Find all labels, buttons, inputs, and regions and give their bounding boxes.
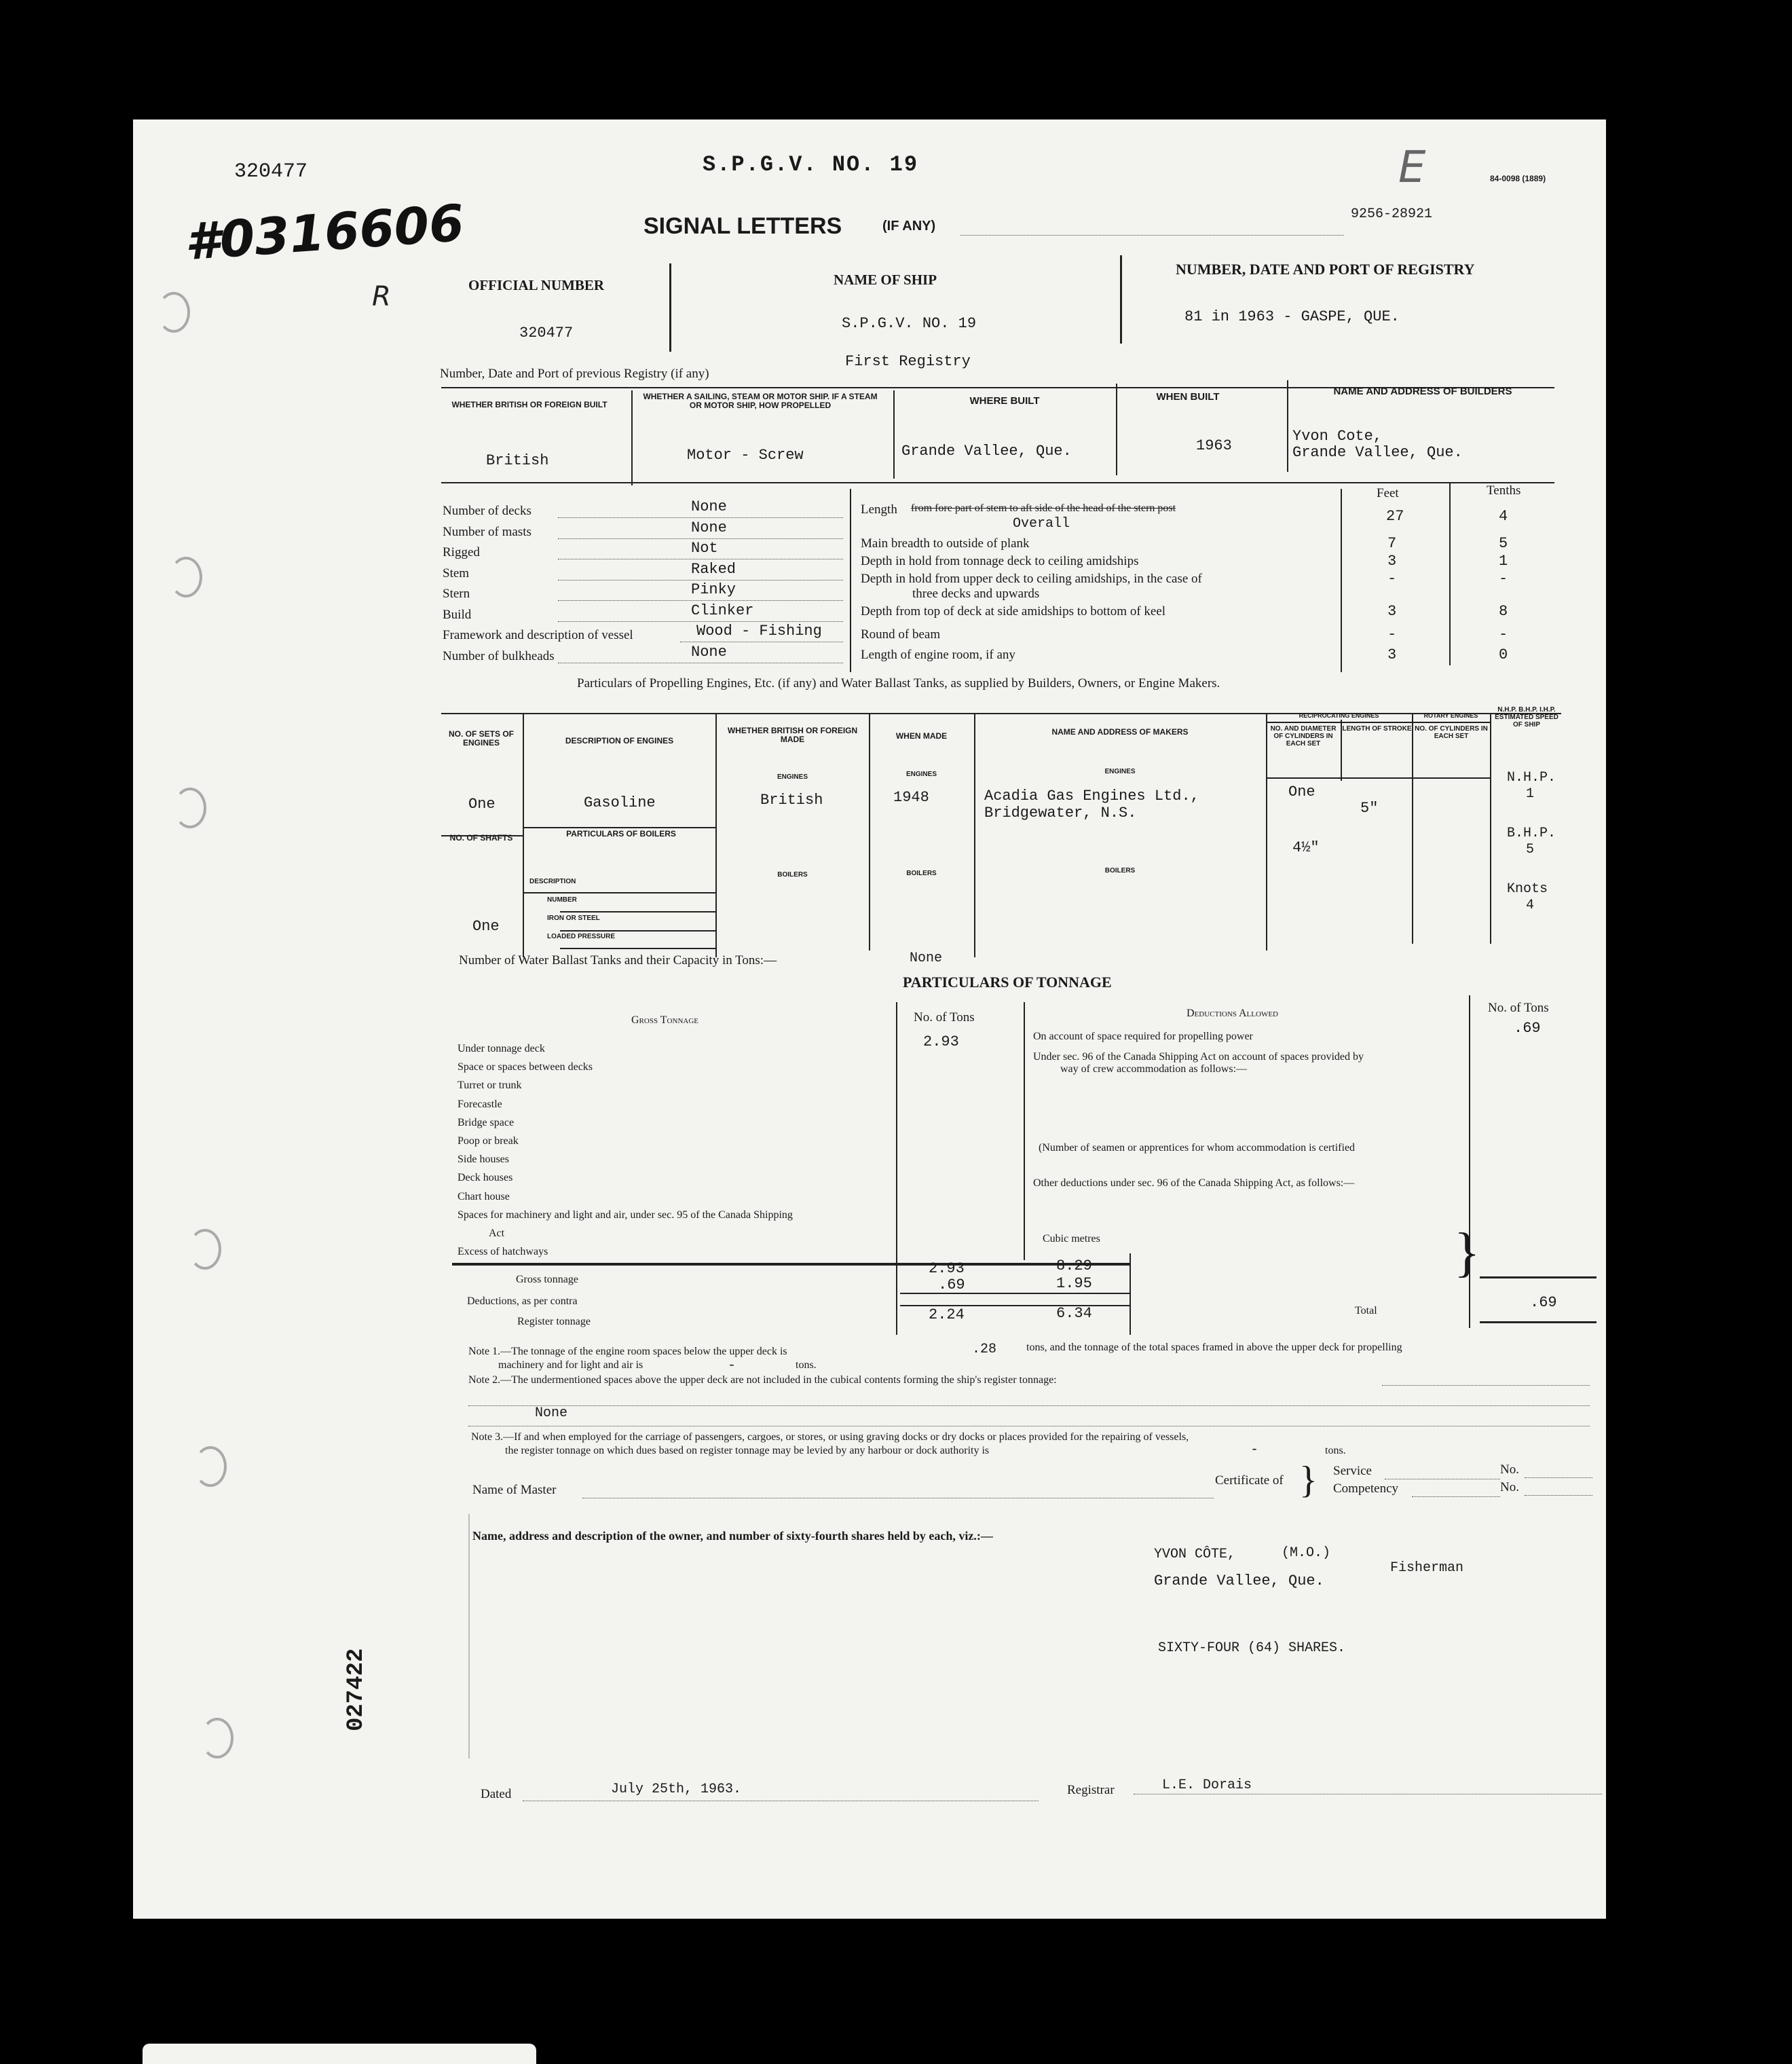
dimension-label: Round of beam (861, 627, 941, 642)
gross-tonnage-label: Gross Tonnage (631, 1014, 698, 1026)
note3-value: - (1250, 1442, 1259, 1458)
dimension-label-cont: three decks and upwards (912, 587, 1040, 601)
knots-value: 4 (1526, 898, 1535, 913)
ded-propelling-tons: .69 (1514, 1020, 1541, 1037)
note1-text-b: tons, and the tonnage of the total spaces framed in above the upper deck for propelling (1026, 1342, 1402, 1353)
dimension-label: Depth in hold from upper deck to ceiling amidships, in the case of (861, 572, 1202, 586)
owner-name: YVON CÔTE, (1154, 1547, 1236, 1562)
shafts-label: NO. OF SHAFTS (449, 833, 513, 843)
gross-item-label: Side houses (458, 1154, 509, 1165)
col-when-label: WHEN MADE (895, 731, 948, 741)
description-value: Clinker (691, 602, 754, 619)
british-foreign-label: WHETHER BRITISH OR FOREIGN BUILT (451, 400, 608, 409)
certificate-label: Certificate of (1215, 1473, 1284, 1488)
col-rotary-label: ROTARY ENGINES (1423, 712, 1478, 719)
makers-line1: Acadia Gas Engines Ltd., (984, 788, 1199, 805)
total-label: Total (1355, 1305, 1377, 1316)
length-feet: 27 (1386, 508, 1404, 525)
dimension-tenths: 0 (1499, 646, 1508, 663)
dimension-label: Depth from top of deck at side amidships to bottom of keel (861, 604, 1166, 619)
gross-item-label: Poop or break (458, 1135, 519, 1147)
under-deck-tons: 2.93 (923, 1033, 959, 1050)
sub-engines-when: ENGINES (906, 771, 937, 778)
note2-value: None (535, 1405, 568, 1421)
sub-boilers-makers: BOILERS (1104, 867, 1136, 874)
ded-seamen-label: (Number of seamen or apprentices for whom accommodation is certified (1039, 1142, 1356, 1154)
owner-address: Grande Vallee, Que. (1154, 1572, 1324, 1589)
length-struck: from fore part of stem to aft side of the head of the stern post (911, 502, 1176, 514)
dimension-label: Length of engine room, if any (861, 648, 1015, 662)
dimension-tenths: 8 (1499, 603, 1508, 620)
knots-label: Knots (1507, 881, 1548, 897)
description-label: Number of bulkheads (443, 649, 555, 663)
ded-tons-label: No. of Tons (1488, 1001, 1549, 1015)
description-label: Rigged (443, 545, 480, 559)
owner-shares: SIXTY-FOUR (64) SHARES. (1158, 1640, 1346, 1656)
gross-item-label: Turret or trunk (458, 1080, 522, 1091)
description-value: None (691, 498, 727, 515)
master-label: Name of Master (472, 1483, 557, 1497)
col-british-label: WHETHER BRITISH OR FOREIGN MADE (727, 726, 858, 744)
gross-item-label: Forecastle (458, 1099, 502, 1110)
nhp-value: 1 (1526, 786, 1535, 802)
note1-value2: - (728, 1358, 736, 1374)
nhp-label: N.H.P. (1507, 770, 1556, 786)
british-foreign: British (486, 452, 549, 469)
cylinder-diameter: 4½" (1292, 839, 1320, 856)
description-value: None (691, 644, 727, 661)
description-value: Raked (691, 561, 736, 578)
dimension-feet: - (1387, 570, 1397, 587)
description-value: Wood - Fishing (696, 623, 822, 640)
engine-when: 1948 (893, 789, 929, 806)
bhp-value: 5 (1526, 842, 1535, 858)
previous-registry-label: Number, Date and Port of previous Registry (if any) (440, 367, 709, 381)
length-tenths: 4 (1499, 508, 1508, 525)
deductions-contra-label: Deductions, as per contra (467, 1295, 578, 1307)
top-number: 320477 (234, 160, 308, 183)
service-no-label: No. (1500, 1462, 1519, 1477)
owner-occupation: Fisherman (1390, 1560, 1464, 1576)
description-label: Stern (443, 587, 470, 601)
where-built-label: WHERE BUILT (969, 395, 1040, 407)
competency-no-label: No. (1500, 1480, 1519, 1494)
registrar-label: Registrar (1067, 1783, 1115, 1797)
ballast-label: Number of Water Ballast Tanks and their Capacity in Tons:— (459, 953, 777, 968)
boiler-iron-label: IRON OR STEEL (547, 915, 600, 922)
form-number: 9256-28921 (1351, 206, 1433, 222)
deductions-cubic-value: 1.95 (1056, 1275, 1092, 1292)
gross-tonnage-row-label: Gross tonnage (516, 1274, 578, 1285)
gross-item-label: Act (489, 1228, 505, 1239)
signal-letters-label: SIGNAL LETTERS (643, 213, 842, 239)
boiler-number-label: NUMBER (547, 896, 577, 904)
when-built-label: WHEN BUILT (1156, 391, 1220, 403)
col-rot-cyl-label: NO. OF CYLINDERS IN EACH SET (1415, 725, 1488, 740)
register-tonnage-value: 2.24 (929, 1306, 965, 1323)
official-number-label: OFFICIAL NUMBER (468, 277, 605, 293)
engine-cylinders: One (1288, 784, 1315, 800)
col-sets-label: NO. OF SETS OF ENGINES (448, 729, 514, 748)
previous-registry: First Registry (845, 353, 971, 370)
col-recip-label: RECIPROCATING ENGINES (1299, 712, 1379, 719)
total-value: .69 (1530, 1294, 1557, 1311)
note1-text-a: Note 1.—The tonnage of the engine room spaces below the upper deck is (468, 1346, 787, 1357)
punch-hole-6 (201, 1718, 234, 1758)
service-label: Service (1333, 1464, 1372, 1478)
description-label: Stem (443, 566, 470, 580)
register-tonnage-label: Register tonnage (517, 1316, 591, 1327)
cubic-metres-label: Cubic metres (1043, 1233, 1100, 1245)
engine-made: British (760, 792, 823, 809)
tonnage-title: PARTICULARS OF TONNAGE (903, 974, 1112, 991)
note1-text-d: tons. (796, 1359, 817, 1371)
punch-hole-5 (194, 1446, 227, 1487)
col-hp-label: N.H.P. B.H.P. I.H.P. ESTIMATED SPEED OF SHIP (1495, 706, 1558, 729)
col-cyl-label: NO. AND DIAMETER OF CYLINDERS IN EACH SET (1270, 725, 1337, 748)
engines-section-title: Particulars of Propelling Engines, Etc. (if any) and Water Ballast Tanks, as supplied by Builders, Owners, or Engine Makers. (577, 676, 1220, 690)
handwritten-initial: R (372, 281, 391, 312)
ded-crew-line1: Under sec. 96 of the Canada Shipping Act on account of spaces provided by (1033, 1051, 1364, 1063)
deductions-contra-value: .69 (938, 1276, 965, 1293)
dimension-tenths: 1 (1499, 553, 1508, 570)
deductions-label: Deductions Allowed (1187, 1008, 1278, 1019)
note3-text-a: Note 3.—If and when employed for the carriage of passengers, cargoes, or stores, or using graving docks or dry docks or places provided for the repairing of vessels, (471, 1431, 1189, 1443)
sub-boilers-british: BOILERS (777, 871, 808, 879)
ballast-value: None (910, 951, 943, 966)
dimension-feet: 7 (1387, 535, 1397, 552)
dimension-feet: 3 (1387, 553, 1397, 570)
builders-label: NAME AND ADDRESS OF BUILDERS (1333, 386, 1512, 397)
name-of-ship: S.P.G.V. NO. 19 (842, 315, 977, 332)
gross-item-label: Spaces for machinery and light and air, under sec. 95 of the Canada Shipping (458, 1209, 793, 1221)
feet-label: Feet (1377, 486, 1399, 500)
propulsion-label: WHETHER A SAILING, STEAM OR MOTOR SHIP. IF A STEAM OR MOTOR SHIP, HOW PROPELLED (643, 392, 878, 410)
when-built: 1963 (1196, 437, 1232, 454)
builders-line1: Yvon Cote, (1292, 428, 1383, 445)
punch-hole-1 (157, 292, 190, 333)
col-stroke-label: LENGTH OF STROKE (1342, 725, 1412, 733)
dimension-tenths: - (1499, 570, 1508, 587)
note3-text-b: the register tonnage on which dues based on register tonnage may be levied by any harbour or dock authority is (505, 1445, 990, 1456)
signal-letters-note: (IF ANY) (882, 219, 936, 234)
dimension-feet: - (1387, 626, 1397, 643)
note2-text: Note 2.—The undermentioned spaces above the upper deck are not included in the cubical contents forming the ship's register tonnage: (468, 1374, 1057, 1386)
note1-text-c: machinery and for light and air is (498, 1359, 643, 1371)
gross-tonnage-value: 2.93 (929, 1260, 965, 1277)
register-cubic-value: 6.34 (1056, 1305, 1092, 1322)
owner-status: (M.O.) (1282, 1545, 1331, 1561)
dimension-feet: 3 (1387, 603, 1397, 620)
ship-title: S.P.G.V. NO. 19 (703, 152, 919, 177)
next-page-edge (143, 2044, 536, 2064)
shafts-value: One (472, 918, 500, 935)
dated-value: July 25th, 1963. (611, 1782, 742, 1797)
engine-table (441, 699, 1561, 944)
engine-description: Gasoline (584, 794, 656, 811)
deductions-brace: } (1454, 1223, 1480, 1283)
description-label: Framework and description of vessel (443, 628, 633, 642)
handwritten-letter: E (1398, 143, 1426, 193)
dimension-label: Main breadth to outside of plank (861, 536, 1030, 551)
ded-propelling-label: On account of space required for propelling power (1033, 1031, 1253, 1042)
col-desc-label: DESCRIPTION OF ENGINES (565, 736, 674, 745)
dimension-feet: 3 (1387, 646, 1397, 663)
gross-item-label: Bridge space (458, 1117, 515, 1128)
col-makers-label: NAME AND ADDRESS OF MAKERS (1051, 727, 1189, 737)
description-value: Pinky (691, 581, 736, 598)
punch-hole-3 (174, 788, 206, 828)
description-value: Not (691, 540, 718, 557)
form-code: 84-0098 (1889) (1490, 174, 1546, 183)
dimension-tenths: - (1499, 626, 1508, 643)
note3-text-c: tons. (1325, 1445, 1346, 1456)
dimension-label: Depth in hold from tonnage deck to ceiling amidships (861, 554, 1139, 568)
tenths-label: Tenths (1487, 483, 1521, 498)
port-of-registry-label: NUMBER, DATE AND PORT OF REGISTRY (1176, 261, 1475, 278)
competency-label: Competency (1333, 1481, 1399, 1496)
gross-cubic-value: 8.29 (1056, 1257, 1092, 1274)
sub-boilers-when: BOILERS (906, 870, 937, 877)
makers-line2: Bridgewater, N.S. (984, 805, 1137, 822)
description-label: Number of decks (443, 504, 531, 518)
builders-line2: Grande Vallee, Que. (1292, 444, 1463, 461)
dimension-tenths: 5 (1499, 535, 1508, 552)
gross-item-label: Under tonnage deck (458, 1043, 545, 1054)
certificate-brace: } (1299, 1459, 1318, 1501)
name-of-ship-label: NAME OF SHIP (834, 272, 937, 288)
description-label: Number of masts (443, 525, 531, 539)
sub-engines-british: ENGINES (777, 773, 808, 781)
punch-hole-4 (189, 1229, 221, 1270)
official-number: 320477 (519, 325, 574, 342)
description-value: None (691, 519, 727, 536)
punch-hole-2 (170, 557, 202, 597)
engine-sets: One (468, 796, 496, 813)
length-overall: Overall (1013, 516, 1070, 532)
ded-other-label: Other deductions under sec. 96 of the Canada Shipping Act, as follows:— (1033, 1177, 1355, 1189)
length-label: Length (861, 502, 897, 517)
ded-crew-line2: way of crew accommodation as follows:— (1060, 1063, 1248, 1075)
boilers-label: PARTICULARS OF BOILERS (566, 829, 676, 838)
owner-label: Name, address and description of the owner, and number of sixty-fourth shares held by each, viz.:— (472, 1529, 993, 1543)
gross-item-label: Deck houses (458, 1172, 513, 1183)
sub-engines-makers: ENGINES (1104, 768, 1136, 775)
bhp-label: B.H.P. (1507, 826, 1556, 841)
port-of-registry: 81 in 1963 - GASPE, QUE. (1184, 308, 1400, 325)
gross-item-label: Chart house (458, 1191, 510, 1202)
description-label: Build (443, 608, 472, 622)
handwritten-file-number: #0316606 (183, 194, 466, 272)
engine-stroke: 5" (1360, 800, 1379, 817)
gross-item-label: Excess of hatchways (458, 1246, 548, 1257)
tons-label: No. of Tons (914, 1010, 975, 1025)
dated-label: Dated (481, 1787, 512, 1801)
side-number: 027422 (343, 1648, 369, 1731)
where-built: Grande Vallee, Que. (901, 443, 1072, 460)
note1-value: .28 (972, 1342, 997, 1357)
registrar-value: L.E. Dorais (1162, 1777, 1252, 1793)
gross-item-label: Space or spaces between decks (458, 1061, 593, 1073)
boiler-desc-label: DESCRIPTION (529, 878, 576, 885)
boiler-pressure-label: LOADED PRESSURE (547, 933, 616, 940)
propulsion: Motor - Screw (687, 447, 804, 464)
